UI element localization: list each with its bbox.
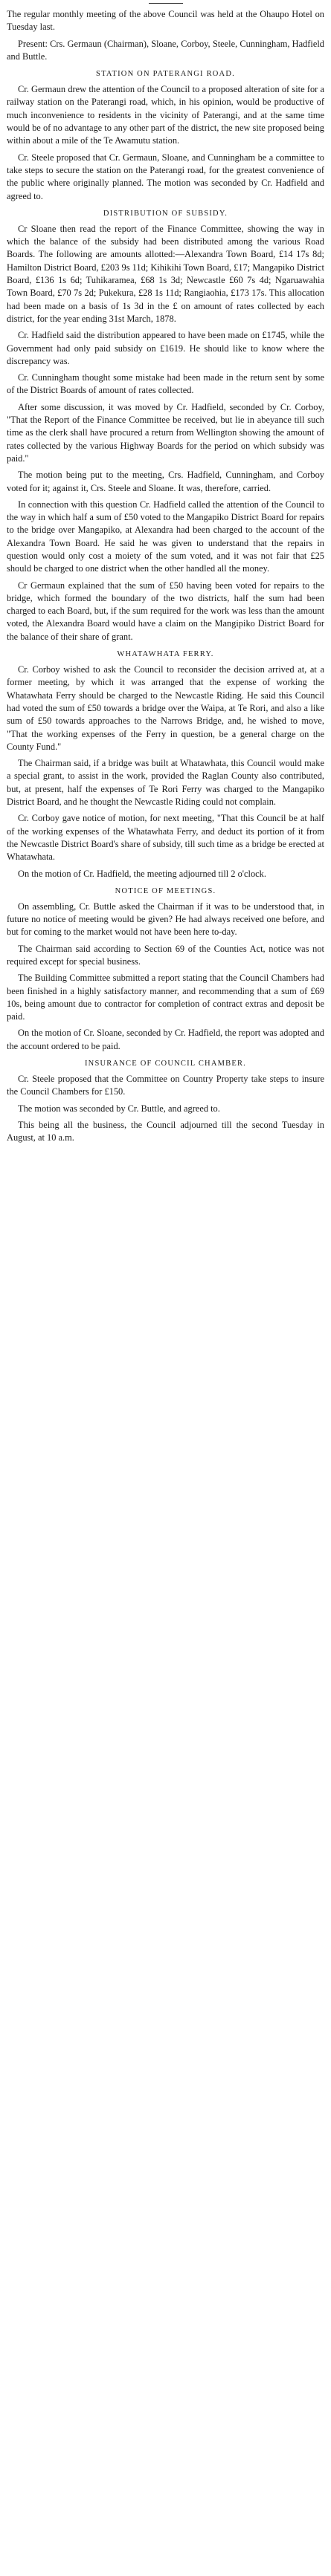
paragraph: Cr. Corboy gave notice of motion, for next meeting, "That this Council be at half of the working expenses of the Whatawhata Ferry, and deduct its portion of it from the Newcastle District Board's share of subsidy, till such time as a bridge be erected at Whatawhata. [7, 813, 324, 863]
paragraph: The Building Committee submitted a report stating that the Council Chambers had been finished in a highly satisfactory manner, and recommending that a sum of £69 10s, being amount due to contractor for completion of contract extras and deposit be paid. [7, 973, 324, 1022]
paragraph: Cr. Steele proposed that Cr. Germaun, Sloane, and Cunningham be a committee to take steps to secure the station on the Paterangi road, for the greatest convenience of the public where originally planned. The motion was seconded by Cr. Hadfield and agreed to. [7, 152, 324, 201]
paragraph: On the motion of Cr. Hadfield, the meeting adjourned till 2 o'clock. [18, 868, 266, 879]
section-heading-ferry: WHATAWHATA FERRY. [117, 650, 214, 659]
paragraph: After some discussion, it was moved by Cr. Hadfield, seconded by Cr. Corboy, "That the Report of the Finance Committee be received, but lie in abeyance till such time as the clerk shall have procured a return from Wellington showing the amount of rates collected by the various Highway Boards for the period on which subsidy was paid." [7, 401, 324, 464]
paragraph: On the motion of Cr. Sloane, seconded by Cr. Hadfield, the report was adopted and the account ordered to be paid. [7, 1028, 324, 1051]
section-heading-notice: NOTICE OF MEETINGS. [115, 886, 216, 895]
paragraph: Cr. Germaun drew the attention of the Council to a proposed alteration of site for a railway station on the Paterangi road, which, in his opinion, would be productive of much inconvenience to residents in the vicinity of Paterangi, and at the same time would be of no advantage to any other part of the district, the new site proposed being within about a mile of the Te Awamutu station. [7, 84, 324, 146]
paragraph: Cr Sloane then read the report of the Finance Committee, showing the way in which the balance of the subsidy had been distributed among the various Road Boards. The following are amounts allotted:—Alexandra Town Board, £14 17s 8d; Hamilton District Board, £203 9s 11d; Kihikihi Town Board, £17; Mangapiko District Board, £136 1s 6d; Tuhikaramea, £68 1s 3d; Newcastle £60 7s 4d; Ngaruawahia Town Board, £70 7s 2d; Pukekura, £28 1s 11d; Rangiaohia, £173 17s. This allocation had been made on a basis of 1s 3d in the £ on amount of rates collected by each district, for the year ending 31st March, 1878. [7, 223, 324, 324]
paragraph: The motion was seconded by Cr. Buttle, and agreed to. [18, 1103, 220, 1114]
paragraph: In connection with this question Cr. Hadfield called the attention of the Council to the way in which half a sum of £50 voted to the Mangapiko District Board for repairs to the bridge over Mangapiko, at Alexandra had been charged to the account of the Alexandra Town Board. He said he was given to understand that the repairs in question would only cost a moiety of the sum voted, and it was not fair that £25 should be charged to one district when the other handled all the money. [7, 499, 324, 574]
paragraph: Cr. Steele proposed that the Committee on Country Property take steps to insure the Council Chambers for £150. [7, 1074, 324, 1097]
intro-paragraph: The regular monthly meeting of the above Council was held at the Ohaupo Hotel on Tuesday last. [7, 9, 324, 33]
top-rule [149, 3, 183, 4]
paragraph: Cr. Cunningham thought some mistake had been made in the return sent by some of the District Boards of amount of rates collected. [7, 372, 324, 396]
section-heading-subsidy: DISTRIBUTION OF SUBSIDY. [103, 209, 228, 218]
article [0, 0, 331, 1153]
paragraph: The motion being put to the meeting, Crs. Hadfield, Cunningham, and Corboy voted for it; against it, Crs. Steele and Sloane. It was, therefore, carried. [7, 470, 324, 493]
paragraph: On assembling, Cr. Buttle asked the Chairman if it was to be understood that, in future no notice of meeting would be given? He had always received one before, and but for coming to the market would not have been here to-day. [7, 901, 324, 938]
paragraph: This being all the business, the Council adjourned till the second Tuesday in August, at 10 a.m. [7, 1119, 324, 1143]
section-heading-insurance: INSURANCE OF COUNCIL CHAMBER. [84, 1060, 246, 1068]
paragraph: Cr. Hadfield said the distribution appeared to have been made on £1745, while the Government had only paid subsidy on £1619. He should like to know where the discrepancy was. [7, 330, 324, 366]
paragraph: The Chairman said, if a bridge was built at Whatawhata, this Council would make a special grant, to assist in the work, provided the Raglan County also contributed, but, at present, half the expenses of Te Rori Ferry was charged to the Mangapiko District Board, and he thought the Newcastle Riding could not complain. [7, 758, 324, 808]
section-heading-station: STATION ON PATERANGI ROAD. [96, 70, 235, 79]
present-paragraph: Present: Crs. Germaun (Chairman), Sloane, Corboy, Steele, Cunningham, Hadfield and Buttle. [7, 38, 324, 62]
paragraph: Cr Germaun explained that the sum of £50 having been voted for repairs to the bridge, which formed the boundary of the two districts, half the sum had been charged to each Board, but, if the sum required for the work was less than the amount voted, the Alexandra Board would have a claim on the Mangipiko District Board for the balance of their share of grant. [7, 580, 324, 642]
paragraph: Cr. Corboy wished to ask the Council to reconsider the decision arrived at, at a former meeting, by which it was arranged that the expense of working the Whatawhata Ferry should be charged to the Newcastle Riding. He said this Council had voted the sum of £50 towards a bridge over the Waipa, at Te Rori, and also a like sum of £50 towards approaches to the Narrows Bridge, and, he wished to move, "That the working expenses of the Ferry in question, be a general charge on the County Fund." [7, 664, 324, 752]
paragraph: The Chairman said according to Section 69 of the Counties Act, notice was not required except for special business. [7, 943, 324, 967]
